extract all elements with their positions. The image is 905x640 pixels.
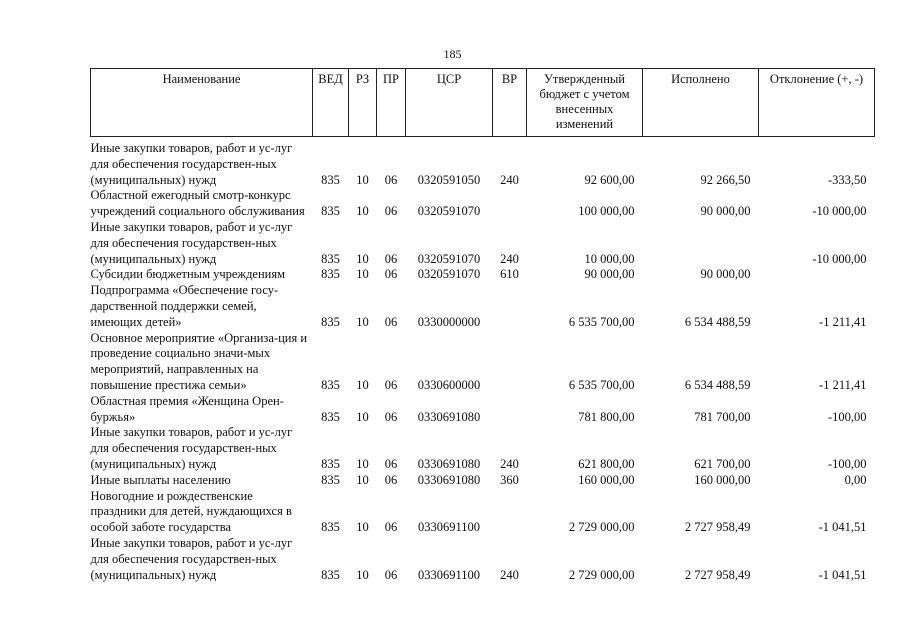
cell-csr: 0330000000 [417, 314, 481, 329]
cell-pr: 06 [384, 267, 398, 282]
cell-rz: 10 [356, 377, 369, 392]
cell-approved: 92 600,00 [584, 172, 635, 187]
cell-name: Иные закупки товаров, работ и ус-луг для обеспечения государствен-ных (муниципальных) нужд [90, 425, 293, 471]
cell-approved: 10 000,00 [584, 251, 635, 266]
cell-pr: 06 [384, 172, 398, 187]
cell-name: Иные закупки товаров, работ и ус-луг для обеспечения государствен-ных (муниципальных) нужд [90, 141, 293, 187]
cell-vr [493, 331, 527, 394]
cell-ved: 835 [321, 567, 340, 582]
cell-executed: 92 266,50 [700, 172, 751, 187]
header-deviation: Отклонение (+, -) [759, 69, 875, 137]
cell-csr: 0320591070 [417, 204, 481, 219]
cell-rz: 10 [356, 172, 369, 187]
cell-executed: 6 534 488,59 [684, 314, 751, 329]
cell-vr [493, 489, 527, 536]
cell-deviation: 0,00 [844, 472, 867, 487]
cell-name: Областная премия «Женщина Орен-буржья» [90, 393, 284, 424]
cell-executed: 90 000,00 [700, 204, 751, 219]
cell-deviation: -100,00 [827, 456, 867, 471]
cell-approved: 90 000,00 [584, 267, 635, 282]
cell-ved: 835 [321, 267, 340, 282]
cell-csr: 0320591050 [417, 172, 481, 187]
cell-ved: 835 [321, 204, 340, 219]
cell-pr: 06 [384, 204, 398, 219]
cell-executed [643, 220, 759, 267]
cell-approved: 2 729 000,00 [568, 520, 635, 535]
cell-vr: 240 [500, 456, 519, 471]
table-row [91, 220, 875, 267]
table-row [91, 394, 875, 426]
table-header-row [91, 69, 875, 137]
cell-deviation: -333,50 [827, 172, 867, 187]
cell-pr: 06 [384, 314, 398, 329]
cell-vr [493, 188, 527, 220]
cell-approved: 160 000,00 [578, 472, 635, 487]
header-approved-budget: Утвержденный бюджет с учетом внесенных изменений [527, 69, 643, 137]
cell-ved: 835 [321, 520, 340, 535]
cell-deviation: -10 000,00 [812, 251, 867, 266]
cell-csr: 0320591070 [417, 267, 481, 282]
cell-name: Иные выплаты населению [90, 472, 231, 487]
cell-vr: 610 [500, 267, 519, 282]
cell-vr: 240 [500, 172, 519, 187]
cell-rz: 10 [356, 520, 369, 535]
cell-approved: 100 000,00 [578, 204, 635, 219]
cell-rz: 10 [356, 567, 369, 582]
cell-name: Областной ежегодный смотр-конкурс учреждений социального обслуживания [90, 188, 305, 219]
cell-executed: 781 700,00 [694, 409, 751, 424]
cell-name: Новогодние и рождественские праздники для детей, нуждающихся в особой заботе государства [90, 488, 292, 535]
cell-csr: 0320591070 [417, 251, 481, 266]
cell-rz: 10 [356, 204, 369, 219]
cell-csr: 0330691080 [417, 409, 481, 424]
cell-ved: 835 [321, 409, 340, 424]
cell-name: Основное мероприятие «Организа-ция и проведение социально значи-мых мероприятий, направленных на повышение престижа семьи» [90, 330, 308, 392]
cell-rz: 10 [356, 251, 369, 266]
cell-ved: 835 [321, 251, 340, 266]
table-body [91, 137, 875, 584]
cell-vr: 240 [500, 567, 519, 582]
cell-pr: 06 [384, 456, 398, 471]
cell-approved: 781 800,00 [578, 409, 635, 424]
table-row [91, 137, 875, 189]
header-ved: ВЕД [313, 69, 349, 137]
cell-approved: 621 800,00 [578, 456, 635, 471]
cell-pr: 06 [384, 251, 398, 266]
cell-csr: 0330691100 [417, 567, 481, 582]
header-rz: РЗ [349, 69, 377, 137]
cell-csr: 0330691080 [417, 472, 481, 487]
table-row [91, 489, 875, 536]
cell-deviation: -1 211,41 [819, 314, 867, 329]
cell-csr: 0330691080 [417, 456, 481, 471]
cell-deviation: -10 000,00 [812, 204, 867, 219]
cell-pr: 06 [384, 377, 398, 392]
cell-ved: 835 [321, 377, 340, 392]
cell-pr: 06 [384, 520, 398, 535]
cell-name: Подпрограмма «Обеспечение госу-дарственной поддержки семей, имеющих детей» [90, 283, 279, 329]
cell-deviation: -1 041,51 [818, 567, 867, 582]
cell-ved: 835 [321, 472, 340, 487]
cell-rz: 10 [356, 409, 369, 424]
cell-executed: 6 534 488,59 [684, 377, 751, 392]
header-csr: ЦСР [406, 69, 493, 137]
header-pr: ПР [377, 69, 406, 137]
cell-name: Субсидии бюджетным учреждениям [90, 267, 286, 282]
cell-name: Иные закупки товаров, работ и ус-луг для обеспечения государствен-ных (муниципальных) нужд [90, 535, 293, 582]
table-row [91, 331, 875, 394]
table-row [91, 267, 875, 283]
cell-executed: 90 000,00 [700, 267, 751, 282]
cell-vr [493, 283, 527, 330]
cell-executed: 2 727 958,49 [684, 567, 751, 582]
cell-rz: 10 [356, 456, 369, 471]
cell-deviation: -1 211,41 [819, 377, 867, 392]
cell-pr: 06 [384, 567, 398, 582]
table-row [91, 188, 875, 220]
cell-approved: 2 729 000,00 [568, 567, 635, 582]
cell-name: Иные закупки товаров, работ и ус-луг для обеспечения государствен-ных (муниципальных) нужд [90, 219, 293, 266]
cell-deviation: -1 041,51 [818, 520, 867, 535]
table-row [91, 425, 875, 472]
cell-rz: 10 [356, 472, 369, 487]
cell-ved: 835 [321, 314, 340, 329]
cell-ved: 835 [321, 172, 340, 187]
cell-executed: 160 000,00 [694, 472, 751, 487]
cell-rz: 10 [356, 267, 369, 282]
cell-rz: 10 [356, 314, 369, 329]
header-name: Наименование [91, 69, 313, 137]
cell-executed: 2 727 958,49 [684, 520, 751, 535]
cell-vr: 360 [500, 472, 519, 487]
cell-deviation: -100,00 [827, 409, 867, 424]
table-row [91, 283, 875, 330]
budget-execution-table [90, 68, 875, 583]
page-number: 185 [443, 47, 462, 61]
cell-vr [493, 394, 527, 426]
table-row [91, 536, 875, 583]
cell-approved: 6 535 700,00 [568, 314, 635, 329]
cell-ved: 835 [321, 456, 340, 471]
header-executed: Исполнено [643, 69, 759, 137]
cell-csr: 0330600000 [417, 377, 481, 392]
cell-deviation [759, 267, 875, 283]
cell-executed: 621 700,00 [694, 456, 751, 471]
header-vr: ВР [493, 69, 527, 137]
cell-vr: 240 [500, 251, 519, 266]
cell-pr: 06 [384, 472, 398, 487]
cell-approved: 6 535 700,00 [568, 377, 635, 392]
cell-pr: 06 [384, 409, 398, 424]
cell-csr: 0330691100 [417, 520, 481, 535]
table-row [91, 473, 875, 489]
